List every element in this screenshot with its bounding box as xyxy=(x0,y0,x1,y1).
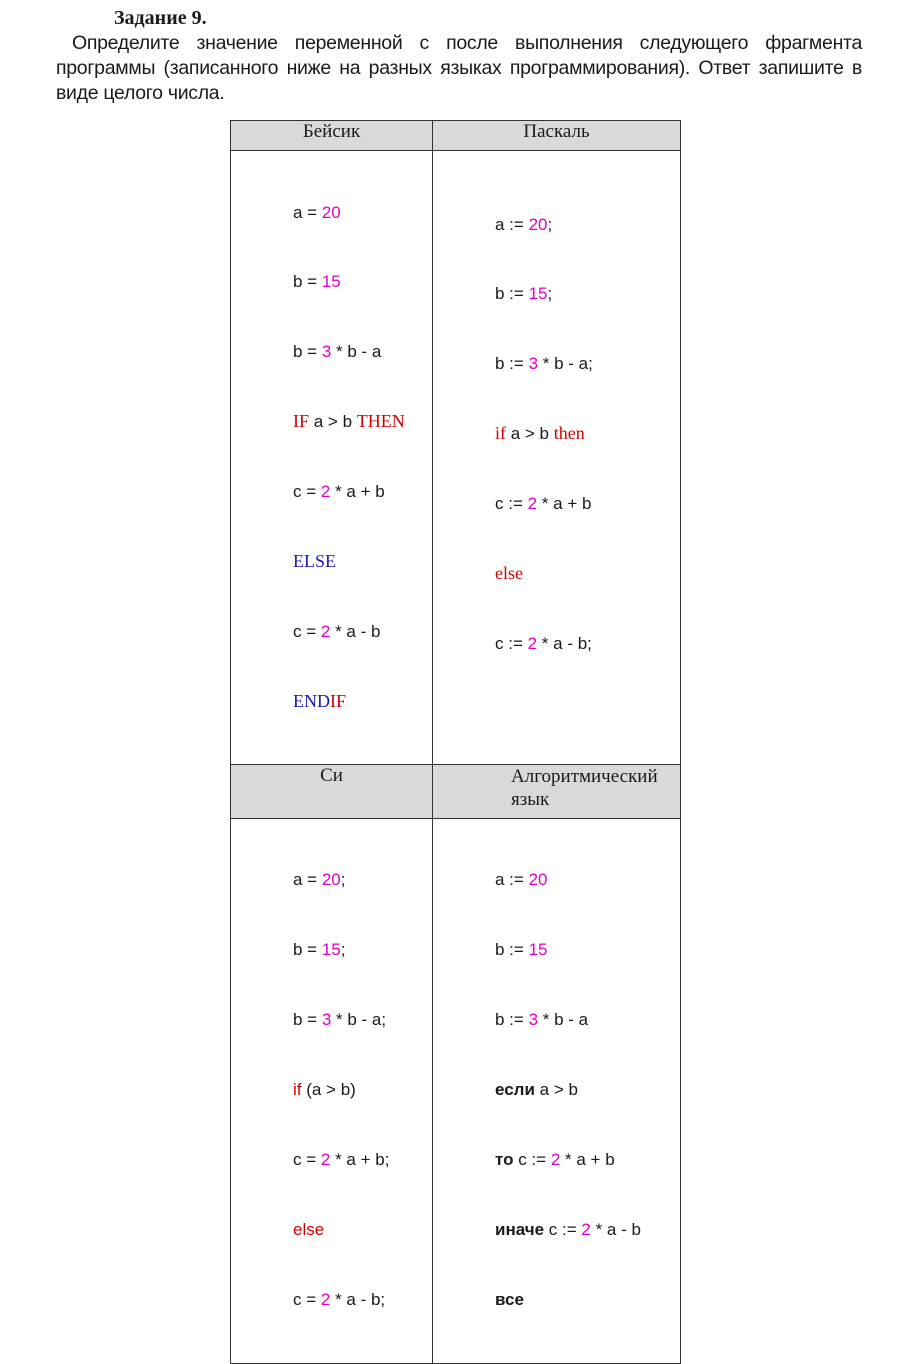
code-line: if a > b then xyxy=(495,423,585,444)
code-line: то c := 2 * a + b xyxy=(495,1149,615,1169)
header-basic: Бейсик xyxy=(231,121,433,151)
code-line: else xyxy=(495,563,523,584)
code-line: a := 20; xyxy=(495,214,553,234)
code-line: все xyxy=(495,1289,524,1309)
code-line: c = 2 * a + b; xyxy=(293,1149,390,1169)
code-line: else xyxy=(293,1219,325,1239)
code-line: b = 3 * b - a xyxy=(293,342,382,362)
code-line: b := 15; xyxy=(495,284,553,304)
code-line: b = 15; xyxy=(293,940,346,960)
header-algo xyxy=(433,764,681,818)
header-pascal: Паскаль xyxy=(433,121,681,151)
code-table xyxy=(230,120,681,1364)
header-c: Си xyxy=(231,764,433,818)
code-line: c = 2 * a - b xyxy=(293,621,381,641)
code-cell-algo xyxy=(433,818,681,1363)
code-cell-pascal xyxy=(433,151,681,765)
code-line: c = 2 * a + b xyxy=(293,482,385,502)
code-line: b := 3 * b - a; xyxy=(495,354,593,374)
code-line: a := 20 xyxy=(495,870,548,890)
code-line: c = 2 * a - b; xyxy=(293,1289,386,1309)
header-algo-line2: язык xyxy=(511,788,550,810)
task-text: Определите значение переменной c после выполнения следующего фрагмента программы (записанного ниже на разных языках программирования). Ответ запишите в виде целого числа. xyxy=(56,32,862,104)
code-line: иначе c := 2 * a - b xyxy=(495,1219,641,1239)
code-line: a = 20; xyxy=(293,870,346,890)
code-line: if (a > b) xyxy=(293,1079,356,1099)
code-line: a = 20 xyxy=(293,202,341,222)
code-cell-c xyxy=(231,818,433,1363)
code-line: если a > b xyxy=(495,1079,578,1099)
code-line: c := 2 * a + b xyxy=(495,494,592,514)
task-title: Задание 9. xyxy=(114,7,207,29)
code-line: b := 15 xyxy=(495,940,548,960)
code-line: c := 2 * a - b; xyxy=(495,633,592,653)
header-algo-line1: Алгоритмический xyxy=(511,765,658,787)
code-cell-basic xyxy=(231,151,433,765)
code-line: b = 3 * b - a; xyxy=(293,1010,387,1030)
code-line: IF a > b THEN xyxy=(293,411,405,432)
code-line: ENDIF xyxy=(293,690,347,711)
code-line: b := 3 * b - a xyxy=(495,1010,589,1030)
code-line: ELSE xyxy=(293,551,336,572)
code-line: b = 15 xyxy=(293,272,341,292)
